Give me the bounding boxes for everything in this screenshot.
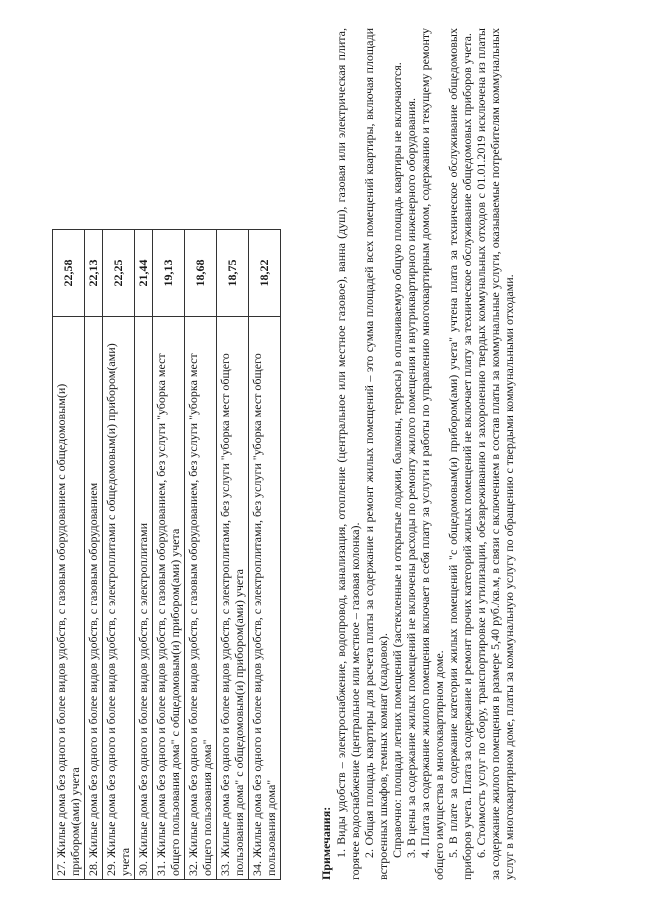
- table-row: [85, 230, 103, 880]
- row-value: 18,68: [185, 230, 217, 317]
- row-description: 33. Жилые дома без одного и более видов удобств, с электроплитами, без услуги "уборка мест общего пользования дома" с общедомовым(и) прибором(ами) учета: [217, 317, 249, 880]
- row-description: 29. Жилые дома без одного и более видов удобств, с электроплитами с общедомовым(и) прибором(ами) учета: [103, 317, 135, 880]
- notes-heading: Примечания:: [319, 806, 333, 880]
- row-description: 31. Жилые дома без одного и более видов удобств, с газовым оборудованием, без услуги "уборка мест общего пользования дома" с общедомовым(и) прибором(ами) учета: [153, 317, 185, 880]
- note-item: 1. Виды удобств – электроснабжение, водопровод, канализация, отопление (центральное или местное газовое), ванна (душ), газовая или электрическая плита, горячее водоснабжение (центральное или местное – газовая колонка).: [334, 28, 362, 880]
- row-value: 18,75: [217, 230, 249, 317]
- table-row: [135, 230, 153, 880]
- note-item: 6. Стоимость услуг по сбору, транспортировке и утилизации, обезвреживанию и захоронению твердых коммунальных отходов с 01.01.2019 исключена из платы за содержание жилого помещения в размере 5,40 руб./кв.м, в связи с включением в состав платы за коммунальные услуги, оказываемые потребителям коммунальных услуг в многоквартирном доме, платы за коммунальную услугу по обращению с твердыми коммунальными отходами.: [474, 28, 516, 880]
- table-row: [103, 230, 135, 880]
- row-description: 32. Жилые дома без одного и более видов удобств, с газовым оборудованием, без услуги "уборка мест общего пользования дома": [185, 317, 217, 880]
- row-description: 30. Жилые дома без одного и более видов удобств, с электроплитами: [135, 317, 153, 880]
- row-value: 22,58: [53, 230, 85, 317]
- note-item: 5. В плате за содержание категории жилых помещений "с общедомовым(и) прибором(ами) учета" учтена плата за техническое обслуживание общедомовых приборов учета. Плата за содержание и ремонт прочих категорий жилых помещений не включает плату за техническое обслуживание общедомовых приборов учета.: [446, 28, 474, 880]
- row-description: 34. Жилые дома без одного и более видов удобств, с электроплитами, без услуги "уборка мест общего пользования дома": [249, 317, 281, 880]
- row-description: 28. Жилые дома без одного и более видов удобств, с газовым оборудованием: [85, 317, 103, 880]
- note-item: Справочно: площади летних помещений (застекленные и открытые лоджии, балконы, террасы) в оплачиваемую общую площадь квартиры не включаются.: [390, 62, 404, 858]
- notes-section: [319, 28, 516, 880]
- note-item: 3. В цены за содержание жилых помещений не включены расходы по ремонту жилого помещения и внутриквартирного инженерного оборудования.: [404, 97, 418, 858]
- rates-table: [52, 229, 281, 880]
- row-value: 22,13: [85, 230, 103, 317]
- table-row: [185, 230, 217, 880]
- table-row: [249, 230, 281, 880]
- note-item: 4. Плата за содержание жилого помещения включает в себя плату за услуги и работы по управлению многоквартирным домом, содержанию и текущему ремонту общего имущества в многоквартирном доме.: [418, 28, 446, 880]
- table-row: [153, 230, 185, 880]
- table-row: [53, 230, 85, 880]
- note-item: 2. Общая площадь квартиры для расчета платы за содержание и ремонт жилых помещений – это сумма площадей всех помещений квартиры, включая площади встроенных шкафов, темных комнат (кладовок).: [362, 28, 390, 880]
- row-description: 27. Жилые дома без одного и более видов удобств, с газовым оборудованием с общедомовым(и) прибором(ами) учета: [53, 317, 85, 880]
- row-value: 22,25: [103, 230, 135, 317]
- row-value: 19,13: [153, 230, 185, 317]
- row-value: 18,22: [249, 230, 281, 317]
- table-row: [217, 230, 249, 880]
- row-value: 21,44: [135, 230, 153, 317]
